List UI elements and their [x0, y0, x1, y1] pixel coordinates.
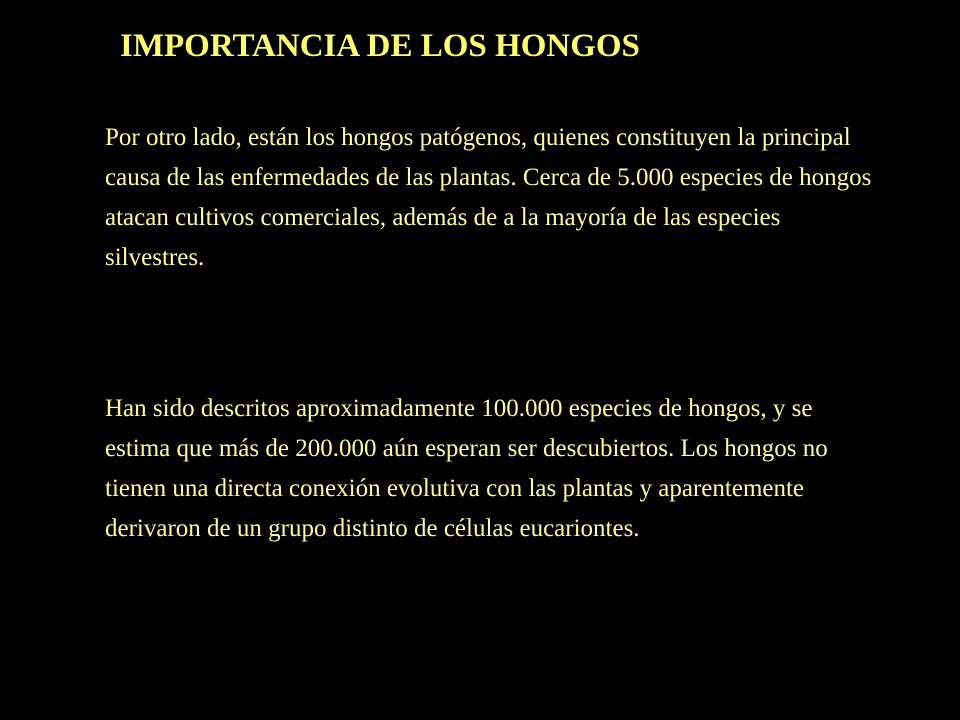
paragraph-pathogenic-fungi: Por otro lado, están los hongos patógenos, quienes constituyen la principal causa de las enfermedades de las plantas. Cerca de 5.000 especies de hongos atacan cultivos comerciales, además de a la mayoría de las especies silvestres.: [105, 124, 872, 271]
paragraph-species-count: Han sido descritos aproximadamente 100.000 especies de hongos, y se estima que más de 200.000 aún esperan ser descubiertos. Los hongos no tienen una directa conexión evolutiva con las plantas y aparentemente derivaron de un grupo distinto de células eucariontes.: [105, 395, 828, 542]
slide-title: IMPORTANCIA DE LOS HONGOS: [120, 28, 640, 64]
